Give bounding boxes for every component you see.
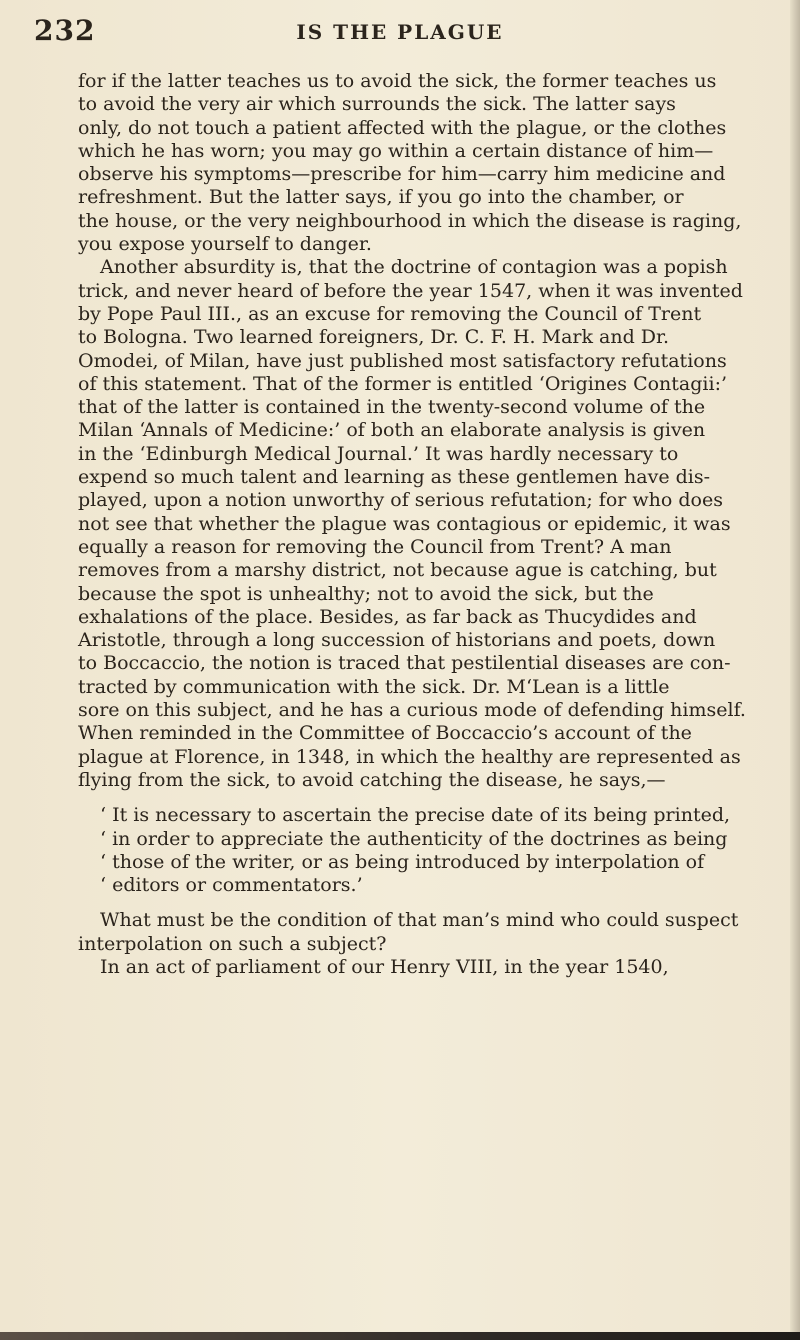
running-head: [0, 14, 800, 54]
text-line: only, do not touch a patient affected with the plague, or the clothes: [78, 116, 727, 139]
text-line: tracted by communication with the sick. Dr. M‘Lean is a little: [78, 675, 670, 698]
text-line: Omodei, of Milan, have just published most satisfactory refutations: [78, 349, 727, 372]
text-line: in the ‘Edinburgh Medical Journal.’ It was hardly necessary to: [78, 442, 679, 465]
block-quote: [78, 804, 778, 897]
text-line: In an act of parliament of our Henry VIII, in the year 1540,: [100, 955, 669, 978]
text-line: to Boccaccio, the notion is traced that pestilential diseases are con-: [78, 652, 731, 675]
text-line: Milan ‘Annals of Medicine:’ of both an elaborate analysis is given: [78, 419, 706, 442]
text-line: which he has worn; you may go within a certain distance of him—: [78, 139, 714, 162]
text-line: you expose yourself to danger.: [78, 233, 372, 256]
text-line: for if the latter teaches us to avoid the sick, the former teaches us: [78, 70, 717, 92]
text-line: not see that whether the plague was contagious or epidemic, it was: [78, 512, 731, 535]
text-line: by Pope Paul III., as an excuse for removing the Council of Trent: [78, 302, 702, 325]
body-text: [78, 70, 778, 979]
text-line: exhalations of the place. Besides, as far back as Thucydides and: [78, 605, 697, 628]
quote-line: ‘ in order to appreciate the authenticity of the doctrines as being: [100, 827, 728, 850]
page-number: 232: [34, 14, 96, 47]
paragraph-3: [78, 909, 778, 956]
text-line: played, upon a notion unworthy of serious refutation; for who does: [78, 489, 723, 512]
text-line: trick, and never heard of before the year 1547, when it was invented: [78, 279, 743, 302]
text-line: the house, or the very neighbourhood in which the disease is raging,: [78, 209, 742, 232]
text-line: What must be the condition of that man’s mind who could suspect: [100, 909, 739, 932]
quote-line: ‘ It is necessary to ascertain the precise date of its being printed,: [100, 804, 731, 827]
paragraph-1: [78, 70, 778, 256]
paragraph-4: [78, 956, 778, 979]
text-line: When reminded in the Committee of Boccaccio’s account of the: [78, 722, 692, 745]
text-line: that of the latter is contained in the twenty-second volume of the: [78, 396, 706, 419]
text-line: Another absurdity is, that the doctrine of contagion was a popish: [100, 256, 728, 279]
text-line: expend so much talent and learning as these gentlemen have dis-: [78, 466, 711, 489]
text-line: equally a reason for removing the Council from Trent? A man: [78, 535, 672, 558]
text-line: interpolation on such a subject?: [78, 932, 387, 955]
paragraph-2: [78, 256, 778, 792]
text-line: observe his symptoms—prescribe for him—carry him medicine and: [78, 163, 726, 186]
text-line: removes from a marshy district, not because ague is catching, but: [78, 559, 717, 582]
running-title: IS THE PLAGUE: [296, 20, 504, 44]
text-line: to Bologna. Two learned foreigners, Dr. C. F. H. Mark and Dr.: [78, 326, 670, 349]
text-line: to avoid the very air which surrounds the sick. The latter says: [78, 93, 676, 116]
text-line: Aristotle, through a long succession of historians and poets, down: [78, 629, 716, 652]
text-line: refreshment. But the latter says, if you go into the chamber, or: [78, 186, 684, 209]
text-line: of this statement. That of the former is entitled ‘Origines Contagii:’: [78, 372, 728, 395]
quote-line: ‘ editors or commentators.’: [100, 874, 363, 897]
text-line: plague at Florence, in 1348, in which the healthy are represented as: [78, 745, 741, 768]
text-line: sore on this subject, and he has a curious mode of defending himself.: [78, 699, 746, 722]
text-line: flying from the sick, to avoid catching the disease, he says,—: [78, 768, 666, 791]
page-bottom-border: [0, 1332, 800, 1340]
page-edge-shadow: [790, 0, 800, 1340]
quote-line: ‘ those of the writer, or as being introduced by interpolation of: [100, 850, 705, 873]
text-line: because the spot is unhealthy; not to avoid the sick, but the: [78, 582, 654, 605]
